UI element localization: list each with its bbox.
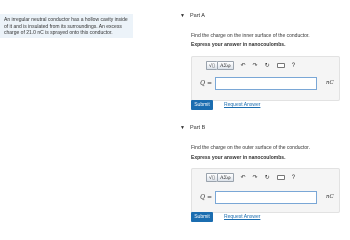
part-b-submit-button[interactable]: Submit xyxy=(191,212,213,222)
keyboard-icon[interactable] xyxy=(277,63,285,68)
part-a-prompt: Find the charge on the inner surface of the conductor. xyxy=(191,33,310,39)
part-a-toolbar xyxy=(206,60,295,71)
part-b-instruction: Express your answer in nanocoulombs. xyxy=(191,155,286,161)
part-b-answer-box xyxy=(191,168,340,213)
greek-symbols-button[interactable] xyxy=(217,173,234,182)
reset-icon[interactable]: ↻ xyxy=(264,62,270,69)
greek-symbols-button[interactable] xyxy=(217,61,234,70)
problem-statement: An irregular neutral conductor has a hollow cavity inside of it and is insulated from its surroundings. An excess charge of 21.0 nC is sprayed onto this conductor. xyxy=(0,14,133,38)
part-a-unit: nC xyxy=(326,80,334,86)
templates-icon: √▯ xyxy=(209,62,215,69)
collapse-caret-icon[interactable]: ▼ xyxy=(180,13,185,19)
part-a-answer-input[interactable] xyxy=(215,77,317,90)
templates-button[interactable] xyxy=(206,61,217,70)
part-b-answer-input[interactable] xyxy=(215,191,317,204)
reset-icon[interactable]: ↻ xyxy=(264,174,270,181)
undo-icon[interactable]: ↶ xyxy=(240,62,246,69)
greek-symbols-icon: ΑΣφ xyxy=(219,62,231,69)
part-a-template-group xyxy=(206,61,234,70)
collapse-caret-icon[interactable]: ▼ xyxy=(180,125,185,131)
redo-icon[interactable]: ↷ xyxy=(252,174,258,181)
part-b-header[interactable] xyxy=(180,123,205,133)
keyboard-icon[interactable] xyxy=(277,175,285,180)
templates-button[interactable] xyxy=(206,173,217,182)
part-b-prompt: Find the charge on the outer surface of the conductor. xyxy=(191,145,310,151)
part-a-instruction: Express your answer in nanocoulombs. xyxy=(191,42,286,48)
part-a-header[interactable] xyxy=(180,11,205,21)
undo-icon[interactable]: ↶ xyxy=(240,174,246,181)
part-b-q-label: Q = xyxy=(200,194,212,201)
part-a-request-answer-link[interactable]: Request Answer xyxy=(224,102,261,108)
part-a-submit-button[interactable]: Submit xyxy=(191,100,213,110)
templates-icon: √▯ xyxy=(209,174,215,181)
part-b-toolbar xyxy=(206,172,295,183)
part-b-unit: nC xyxy=(326,194,334,200)
redo-icon[interactable]: ↷ xyxy=(252,62,258,69)
greek-symbols-icon: ΑΣφ xyxy=(219,174,231,181)
part-a-q-label: Q = xyxy=(200,80,212,87)
part-a-answer-box xyxy=(191,56,340,101)
help-icon[interactable]: ? xyxy=(291,62,296,69)
part-a-title: Part A xyxy=(190,13,205,19)
part-b-request-answer-link[interactable]: Request Answer xyxy=(224,214,261,220)
part-b-title: Part B xyxy=(190,125,206,131)
help-icon[interactable]: ? xyxy=(291,174,296,181)
part-b-template-group xyxy=(206,173,234,182)
